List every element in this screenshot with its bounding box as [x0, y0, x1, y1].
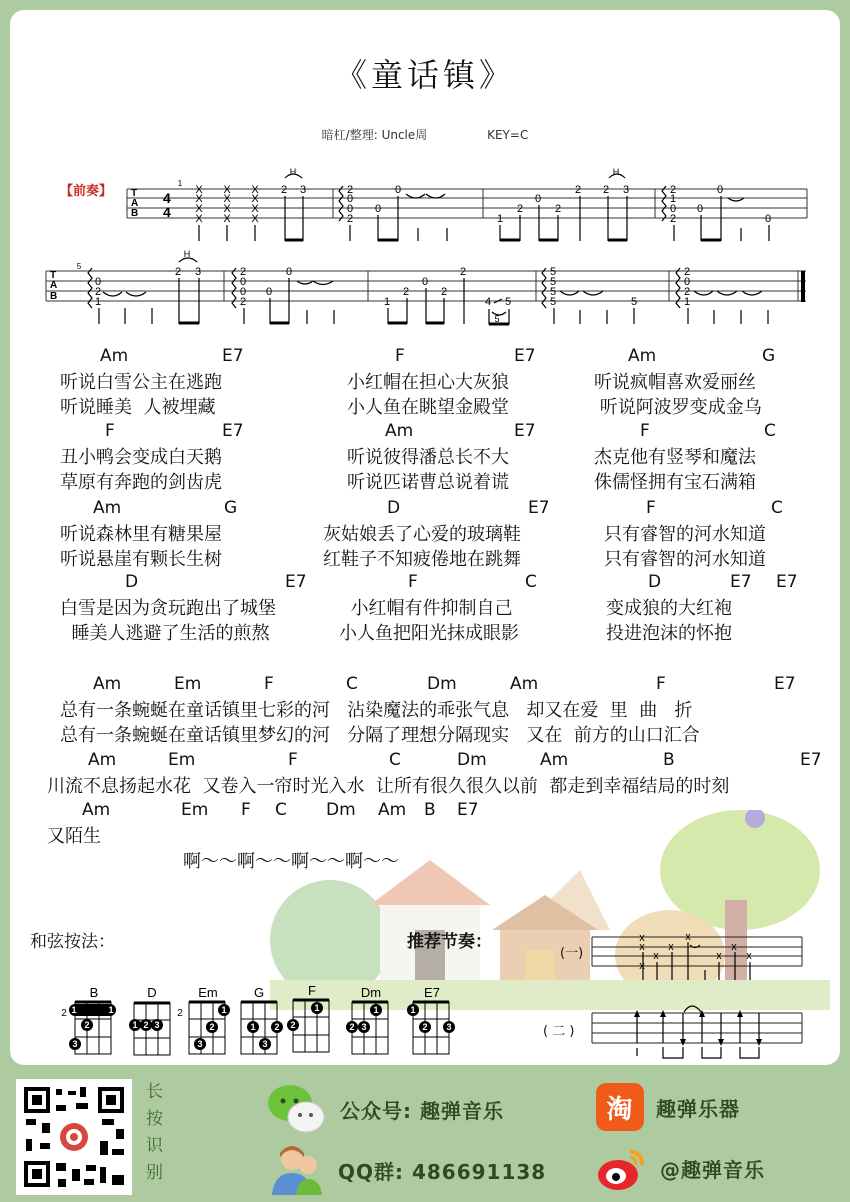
svg-text:1: 1 [410, 1005, 416, 1015]
chord-name: E7 [222, 346, 244, 366]
chord-name: Am [628, 346, 657, 366]
chord-name: F [646, 498, 656, 518]
qq-group-text: QQ群: 486691138 [338, 1159, 547, 1184]
svg-text:2: 2 [239, 266, 247, 278]
lyric-line: 睡美人逃避了生活的煎熬 [60, 623, 270, 644]
svg-text:X: X [251, 213, 259, 225]
svg-text:2: 2 [602, 184, 610, 196]
svg-text:H: H [183, 249, 191, 259]
svg-text:G: G [253, 985, 265, 1000]
svg-text:0: 0 [285, 266, 293, 278]
svg-text:1: 1 [221, 1005, 227, 1015]
chord-name: G [762, 346, 776, 366]
lyric-line: 听说疯帽喜欢爱丽丝 [594, 372, 756, 393]
svg-text:X: X [195, 213, 203, 225]
svg-text:2: 2 [280, 184, 288, 196]
lyric-line: 听说白雪公主在逃跑 [60, 372, 222, 393]
long-press-hint: 长 按 识 别 [146, 1082, 163, 1183]
taobao-store-text: 趣弹乐器 [656, 1096, 740, 1121]
lyric-line: 听说睡美 人被埋藏 [60, 397, 216, 418]
svg-text:2: 2 [94, 286, 102, 298]
footer [0, 1065, 850, 1202]
svg-text:1: 1 [669, 193, 677, 205]
chord-name: F [395, 346, 405, 366]
svg-text:5: 5 [549, 266, 557, 278]
lyric-line: 灰姑娘丢了心爱的玻璃鞋 [323, 524, 521, 545]
chord-name: F [408, 572, 418, 592]
svg-text:2: 2 [346, 184, 354, 196]
svg-text:X: X [223, 213, 231, 225]
svg-text:2: 2 [239, 296, 247, 308]
chord-name: F [241, 800, 251, 820]
svg-text:x: x [639, 932, 645, 944]
chord-name: E7 [800, 750, 822, 770]
svg-text:2: 2 [459, 266, 467, 278]
chord-name: Am [378, 800, 407, 820]
wechat-account[interactable] [266, 1083, 504, 1135]
taobao-store[interactable] [596, 1083, 740, 1131]
chord-name: F [656, 674, 666, 694]
chord-name: B [424, 800, 436, 820]
chord-name: Am [510, 674, 539, 694]
svg-text:0: 0 [421, 276, 429, 288]
svg-text:5: 5 [549, 296, 557, 308]
lyric-line: 听说悬崖有颗长生树 [60, 549, 222, 570]
lyric-line: 侏儒怪拥有宝石满箱 [594, 472, 756, 493]
svg-text:0: 0 [764, 213, 772, 225]
svg-text:1: 1 [94, 296, 102, 308]
svg-text:0: 0 [239, 276, 247, 288]
svg-text:0: 0 [346, 193, 354, 205]
chord-name: C [764, 421, 776, 441]
svg-text:0: 0 [374, 203, 382, 215]
svg-text:2: 2 [143, 1020, 149, 1030]
weibo-account[interactable] [596, 1143, 765, 1193]
svg-text:3: 3 [197, 1039, 203, 1049]
svg-text:2: 2 [683, 286, 691, 298]
svg-text:0: 0 [346, 203, 354, 215]
chord-name: Am [540, 750, 569, 770]
svg-text:5: 5 [494, 314, 500, 324]
svg-text:5: 5 [549, 276, 557, 288]
svg-text:1: 1 [383, 296, 391, 308]
svg-text:A: A [131, 198, 139, 209]
svg-text:x: x [639, 960, 645, 972]
svg-text:2: 2 [290, 1020, 296, 1030]
svg-text:5: 5 [630, 296, 638, 308]
svg-text:1: 1 [132, 1020, 138, 1030]
svg-text:1: 1 [177, 179, 183, 188]
svg-text:B: B [50, 291, 58, 302]
svg-text:3: 3 [72, 1039, 78, 1049]
svg-text:3: 3 [361, 1022, 367, 1032]
svg-text:3: 3 [622, 184, 630, 196]
svg-text:3: 3 [299, 184, 307, 196]
chord-name: G [224, 498, 238, 518]
chord-name: C [275, 800, 287, 820]
svg-text:2: 2 [61, 1008, 67, 1019]
svg-text:Em: Em [198, 985, 218, 1000]
svg-text:0: 0 [696, 203, 704, 215]
svg-text:2: 2 [274, 1022, 280, 1032]
chord-name: Am [82, 800, 111, 820]
svg-text:0: 0 [394, 184, 402, 196]
song-key: KEY=C [487, 128, 529, 142]
svg-text:A: A [50, 280, 58, 291]
lyric-line: 投进泡沫的怀抱 [606, 623, 732, 644]
users-icon [270, 1143, 326, 1197]
svg-text:1: 1 [496, 213, 504, 225]
chord-name: D [125, 572, 139, 592]
chord-name: D [648, 572, 662, 592]
song-title: 《童话镇》 [334, 56, 515, 94]
lyric-line: 又陌生 [47, 826, 101, 847]
svg-text:4: 4 [484, 296, 492, 308]
svg-text:3: 3 [262, 1039, 268, 1049]
svg-text:X: X [195, 193, 203, 205]
chord-name: E7 [528, 498, 550, 518]
svg-text:2: 2 [683, 266, 691, 278]
svg-text:2: 2 [346, 213, 354, 225]
svg-text:x: x [639, 941, 645, 953]
lyric-line: 听说彼得潘总长不大 [347, 447, 509, 468]
chord-name: Em [168, 750, 196, 770]
chord-name: E7 [730, 572, 752, 592]
lyric-line: 听说匹诺曹总说着谎 [347, 472, 509, 493]
weibo-account-text: @趣弹音乐 [660, 1157, 765, 1182]
wechat-account-text: 公众号: 趣弹音乐 [340, 1098, 504, 1123]
svg-text:X: X [223, 203, 231, 215]
intro-tab-row-1 [10, 155, 840, 245]
chord-name: B [663, 750, 675, 770]
svg-text:2: 2 [669, 213, 677, 225]
lyric-line: 只有睿智的河水知道 [604, 524, 766, 545]
svg-text:5: 5 [504, 296, 512, 308]
chord-name: E7 [514, 346, 536, 366]
svg-text:2: 2 [554, 203, 562, 215]
lyric-line: 杰克他有竖琴和魔法 [594, 447, 756, 468]
svg-text:0: 0 [669, 203, 677, 215]
song-sheet [10, 10, 840, 1065]
arranger-credit: 暗杠/整理: Uncle周 [321, 128, 428, 142]
svg-text:0: 0 [716, 184, 724, 196]
weibo-icon [596, 1143, 648, 1193]
chord-name: E7 [774, 674, 796, 694]
svg-text:0: 0 [94, 276, 102, 288]
chord-name: C [346, 674, 358, 694]
chord-name: Dm [457, 750, 487, 770]
svg-text:x: x [746, 950, 752, 962]
svg-text:1: 1 [373, 1005, 379, 1015]
svg-text:3: 3 [446, 1022, 452, 1032]
svg-text:4: 4 [163, 190, 171, 206]
chord-name: E7 [222, 421, 244, 441]
lyric-line: 白雪是因为贪玩跑出了城堡 [60, 598, 276, 619]
chord-name: Am [93, 674, 122, 694]
svg-text:H: H [612, 167, 620, 177]
chord-name: E7 [514, 421, 536, 441]
lyric-line: 草原有奔跑的剑齿虎 [60, 472, 222, 493]
chord-name: F [105, 421, 115, 441]
lyric-line: 小人鱼把阳光抹成眼影 [339, 623, 519, 644]
svg-text:2: 2 [349, 1022, 355, 1032]
svg-text:X: X [251, 184, 259, 196]
chord-name: Em [181, 800, 209, 820]
lyric-line: 听说森林里有糖果屋 [60, 524, 222, 545]
chord-name: Am [93, 498, 122, 518]
svg-text:x: x [731, 941, 737, 953]
rhythm-pattern-1-label: (一) [560, 946, 584, 961]
lyric-line: 总有一条蜿蜒在童话镇里七彩的河 沾染魔法的乖张气息 却又在爱 里 曲 折 [60, 700, 693, 721]
svg-text:B: B [131, 208, 139, 219]
svg-text:4: 4 [163, 204, 171, 220]
svg-text:1: 1 [250, 1022, 256, 1032]
svg-text:D: D [147, 985, 157, 1000]
chord-name: Em [174, 674, 202, 694]
chord-name: Dm [326, 800, 356, 820]
svg-text:1: 1 [71, 1005, 77, 1015]
svg-text:2: 2 [516, 203, 524, 215]
svg-text:0: 0 [265, 286, 273, 298]
svg-text:X: X [223, 184, 231, 196]
lyric-line: 红鞋子不知疲倦地在跳舞 [323, 549, 521, 570]
svg-text:1: 1 [683, 296, 691, 308]
lyric-line: 听说阿波罗变成金乌 [594, 397, 762, 418]
svg-text:3: 3 [154, 1020, 160, 1030]
svg-text:2: 2 [574, 184, 582, 196]
svg-text:X: X [251, 203, 259, 215]
svg-text:3: 3 [194, 266, 202, 278]
chord-name: Am [88, 750, 117, 770]
svg-text:0: 0 [534, 193, 542, 205]
svg-text:0: 0 [239, 286, 247, 298]
svg-text:1: 1 [314, 1003, 320, 1013]
svg-text:2: 2 [174, 266, 182, 278]
intro-tab-row-2 [10, 245, 840, 340]
svg-text:X: X [195, 184, 203, 196]
chord-name: Am [100, 346, 129, 366]
lyric-line: 只有睿智的河水知道 [604, 549, 766, 570]
chord-name: F [264, 674, 274, 694]
chord-diagrams [10, 985, 840, 1065]
svg-text:2: 2 [440, 286, 448, 298]
svg-text:X: X [251, 193, 259, 205]
chord-name: C [389, 750, 401, 770]
svg-text:H: H [289, 167, 297, 177]
svg-text:1: 1 [108, 1005, 114, 1015]
chord-name: Dm [427, 674, 457, 694]
svg-text:F: F [308, 985, 316, 998]
svg-text:2: 2 [177, 1008, 183, 1019]
svg-text:B: B [89, 985, 99, 1000]
svg-text:T: T [131, 188, 138, 199]
taobao-icon: 淘 [596, 1083, 644, 1131]
svg-text:X: X [195, 203, 203, 215]
lyric-line: 小人鱼在眺望金殿堂 [347, 397, 509, 418]
svg-text:2: 2 [402, 286, 410, 298]
chord-name: C [771, 498, 783, 518]
intro-label: 【前奏】 [60, 184, 113, 199]
chord-name: D [387, 498, 401, 518]
svg-text:T: T [50, 270, 57, 281]
wechat-icon [266, 1083, 328, 1135]
chord-name: E7 [457, 800, 479, 820]
svg-text:x: x [685, 931, 691, 943]
svg-text:Dm: Dm [360, 985, 382, 1000]
qq-group[interactable] [270, 1143, 546, 1197]
lyric-line: 啊～～啊～～啊～～啊～～ [183, 851, 399, 872]
svg-text:x: x [716, 950, 722, 962]
chord-name: C [525, 572, 537, 592]
svg-text:2: 2 [422, 1022, 428, 1032]
qr-code [16, 1079, 132, 1195]
lyric-line: 川流不息扬起水花 又卷入一帘时光入水 让所有很久很久以前 都走到幸福结局的时刻 [47, 776, 730, 797]
svg-text:0: 0 [683, 276, 691, 288]
chord-name: F [288, 750, 298, 770]
lyric-line: 小红帽在担心大灰狼 [347, 372, 509, 393]
svg-text:2: 2 [84, 1020, 90, 1030]
svg-text:5: 5 [549, 286, 557, 298]
chord-fingering-label: 和弦按法： [30, 932, 115, 952]
rhythm-pattern-2-label: ( 二 ) [543, 1024, 575, 1039]
lyric-line: 变成狼的大红袍 [606, 598, 732, 619]
lyric-line: 小红帽有件抑制自己 [339, 598, 513, 619]
chord-name: E7 [285, 572, 307, 592]
svg-text:x: x [668, 941, 674, 953]
svg-text:5: 5 [76, 262, 82, 271]
chord-name: Am [385, 421, 414, 441]
svg-text:E7: E7 [424, 985, 440, 1000]
svg-text:x: x [653, 950, 659, 962]
svg-text:X: X [223, 193, 231, 205]
rhythm-label: 推荐节奏： [407, 932, 492, 952]
svg-text:2: 2 [669, 184, 677, 196]
svg-text:2: 2 [209, 1022, 215, 1032]
song-meta [10, 126, 840, 143]
lyric-line: 丑小鸭会变成白天鹅 [60, 447, 222, 468]
chord-name: E7 [776, 572, 798, 592]
chord-name: F [640, 421, 650, 441]
lyric-line: 总有一条蜿蜒在童话镇里梦幻的河 分隔了理想分隔现实 又在 前方的山口汇合 [60, 725, 700, 746]
